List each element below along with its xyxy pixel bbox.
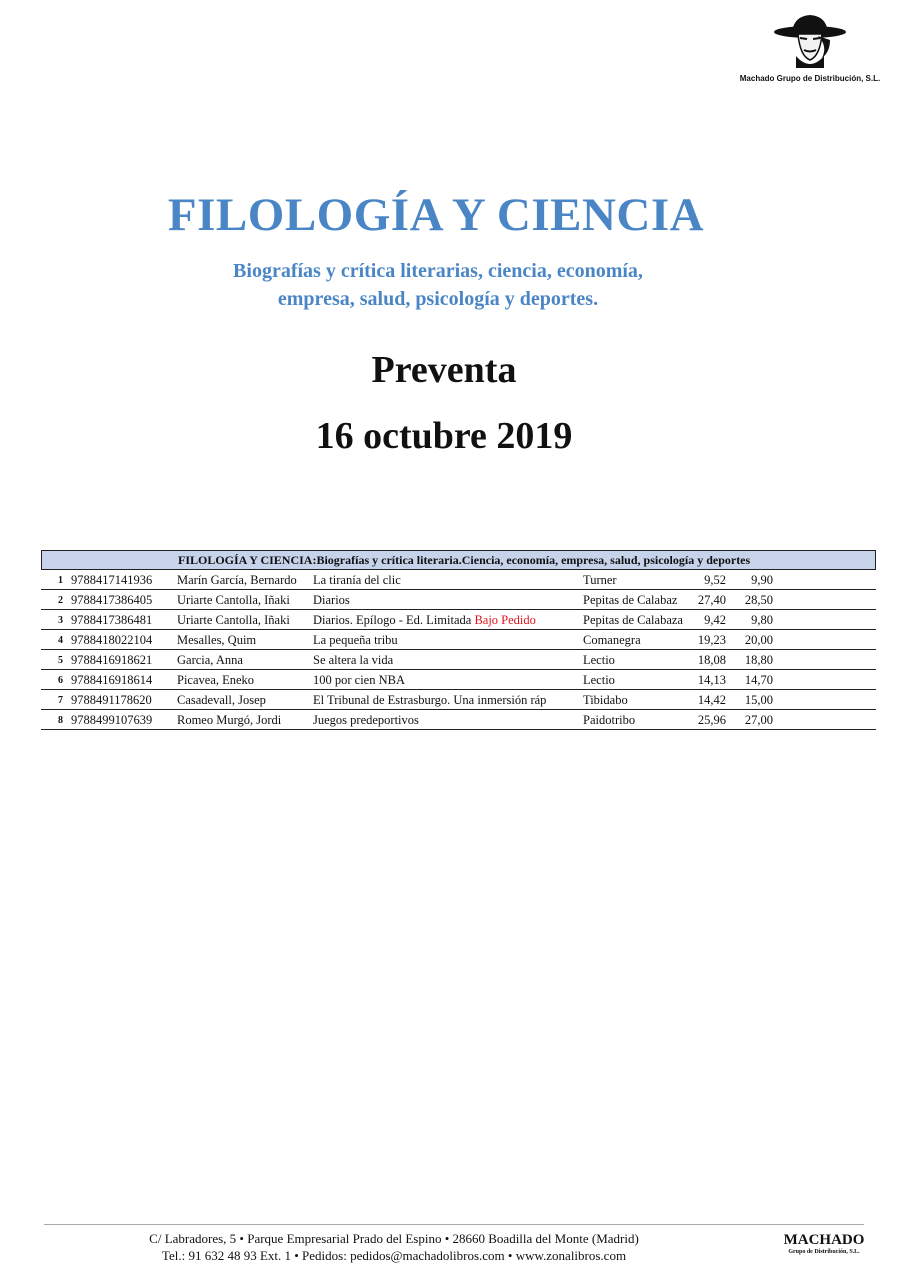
row-number: 4 <box>58 635 63 646</box>
net-price-cell: 27,40 <box>697 593 726 607</box>
publisher-cell: Pepitas de Calabaza <box>583 613 683 627</box>
table-row <box>41 650 876 670</box>
row-number: 2 <box>58 595 63 606</box>
retail-price-cell: 15,00 <box>744 693 773 707</box>
title-cell <box>313 613 583 628</box>
retail-price-cell: 9,80 <box>751 613 773 627</box>
footer-brand-name: MACHADO <box>783 1232 865 1248</box>
isbn-cell: 9788418022104 <box>71 633 153 647</box>
footer-address <box>44 1230 744 1264</box>
retail-price-cell: 28,50 <box>744 593 773 607</box>
net-price-cell: 18,08 <box>697 653 726 667</box>
author-cell: Uriarte Cantolla, Iñaki <box>177 593 290 607</box>
title-text: La pequeña tribu <box>313 633 398 647</box>
company-logo <box>736 12 884 92</box>
isbn-cell: 9788499107639 <box>71 713 153 727</box>
title-text: 100 por cien NBA <box>313 673 405 687</box>
title-cell <box>313 633 583 648</box>
publisher-cell: Turner <box>583 573 617 587</box>
page-title: FILOLOGÍA Y CIENCIA <box>167 189 705 241</box>
author-cell: Mesalles, Quim <box>177 633 257 647</box>
footer-brand <box>750 1232 898 1255</box>
book-table <box>41 550 876 730</box>
table-row <box>41 710 876 730</box>
presale-heading: Preventa <box>371 349 517 391</box>
row-number: 5 <box>58 655 63 666</box>
retail-price-cell: 9,90 <box>751 573 773 587</box>
author-cell: Marín García, Bernardo <box>177 573 297 587</box>
page-subtitle <box>0 257 876 313</box>
net-price-cell: 25,96 <box>697 713 726 727</box>
table-row <box>41 670 876 690</box>
row-number: 7 <box>58 695 63 706</box>
retail-price-cell: 18,80 <box>744 653 773 667</box>
footer-line-1: C/ Labradores, 5 • Parque Empresarial Prado del Espino • 28660 Boadilla del Monte (Madrid) <box>149 1231 639 1246</box>
table-row <box>41 590 876 610</box>
title-text: Diarios <box>313 593 350 607</box>
title-cell <box>313 593 583 608</box>
row-number: 1 <box>58 575 63 586</box>
publisher-cell: Comanegra <box>583 633 641 647</box>
isbn-cell: 9788417386481 <box>71 613 153 627</box>
net-price-cell: 9,52 <box>704 573 726 587</box>
author-cell: Uriarte Cantolla, Iñaki <box>177 613 290 627</box>
subtitle-line-1: Biografías y crítica literarias, ciencia, economía, <box>233 260 643 282</box>
isbn-cell: 9788417386405 <box>71 593 153 607</box>
hat-man-icon <box>770 12 850 72</box>
row-number: 6 <box>58 675 63 686</box>
net-price-cell: 19,23 <box>697 633 726 647</box>
publisher-cell: Lectio <box>583 653 615 667</box>
row-number: 8 <box>58 715 63 726</box>
table-row <box>41 690 876 710</box>
title-cell <box>313 573 583 588</box>
title-text: Diarios. Epílogo - Ed. Limitada <box>313 613 472 627</box>
isbn-cell: 9788416918614 <box>71 673 153 687</box>
retail-price-cell: 20,00 <box>744 633 773 647</box>
title-text: La tiranía del clic <box>313 573 401 587</box>
publisher-cell: Tibidabo <box>583 693 628 707</box>
title-text: Juegos predeportivos <box>313 713 419 727</box>
title-cell <box>313 673 583 688</box>
isbn-cell: 9788491178620 <box>71 693 152 707</box>
logo-caption: Machado Grupo de Distribución, S.L. <box>739 74 881 83</box>
table-row <box>41 630 876 650</box>
table-header-label: FILOLOGÍA Y CIENCIA:Biografías y crítica literaria.Ciencia, economía, empresa, salud, psicología y deportes <box>178 553 751 567</box>
publisher-cell: Paidotribo <box>583 713 636 727</box>
row-number: 3 <box>58 615 63 626</box>
author-cell: Garcia, Anna <box>177 653 243 667</box>
order-note: Bajo Pedido <box>474 613 536 627</box>
table-header <box>41 550 876 570</box>
publisher-cell: Lectio <box>583 673 615 687</box>
isbn-cell: 9788416918621 <box>71 653 153 667</box>
isbn-cell: 9788417141936 <box>71 573 153 587</box>
title-cell <box>313 693 583 708</box>
table-row <box>41 570 876 590</box>
author-cell: Picavea, Eneko <box>177 673 255 687</box>
title-text: El Tribunal de Estrasburgo. Una inmersión ráp <box>313 693 547 707</box>
subtitle-line-2: empresa, salud, psicología y deportes. <box>277 288 599 310</box>
title-cell <box>313 653 583 668</box>
title-text: Se altera la vida <box>313 653 394 667</box>
title-cell <box>313 713 583 728</box>
footer-line-2: Tel.: 91 632 48 93 Ext. 1 • Pedidos: pedidos@machadolibros.com • www.zonalibros.com <box>161 1248 627 1263</box>
author-cell: Casadevall, Josep <box>177 693 266 707</box>
presale-date: 16 octubre 2019 <box>315 415 573 457</box>
table-body <box>41 570 876 730</box>
net-price-cell: 9,42 <box>704 613 726 627</box>
publisher-cell: Pepitas de Calabaz <box>583 593 678 607</box>
net-price-cell: 14,13 <box>697 673 726 687</box>
retail-price-cell: 27,00 <box>744 713 773 727</box>
footer-divider <box>44 1224 864 1225</box>
net-price-cell: 14,42 <box>697 693 726 707</box>
author-cell: Romeo Murgó, Jordi <box>177 713 282 727</box>
retail-price-cell: 14,70 <box>744 673 773 687</box>
footer-brand-sub: Grupo de Distribución, S.L. <box>788 1249 860 1255</box>
table-row <box>41 610 876 630</box>
